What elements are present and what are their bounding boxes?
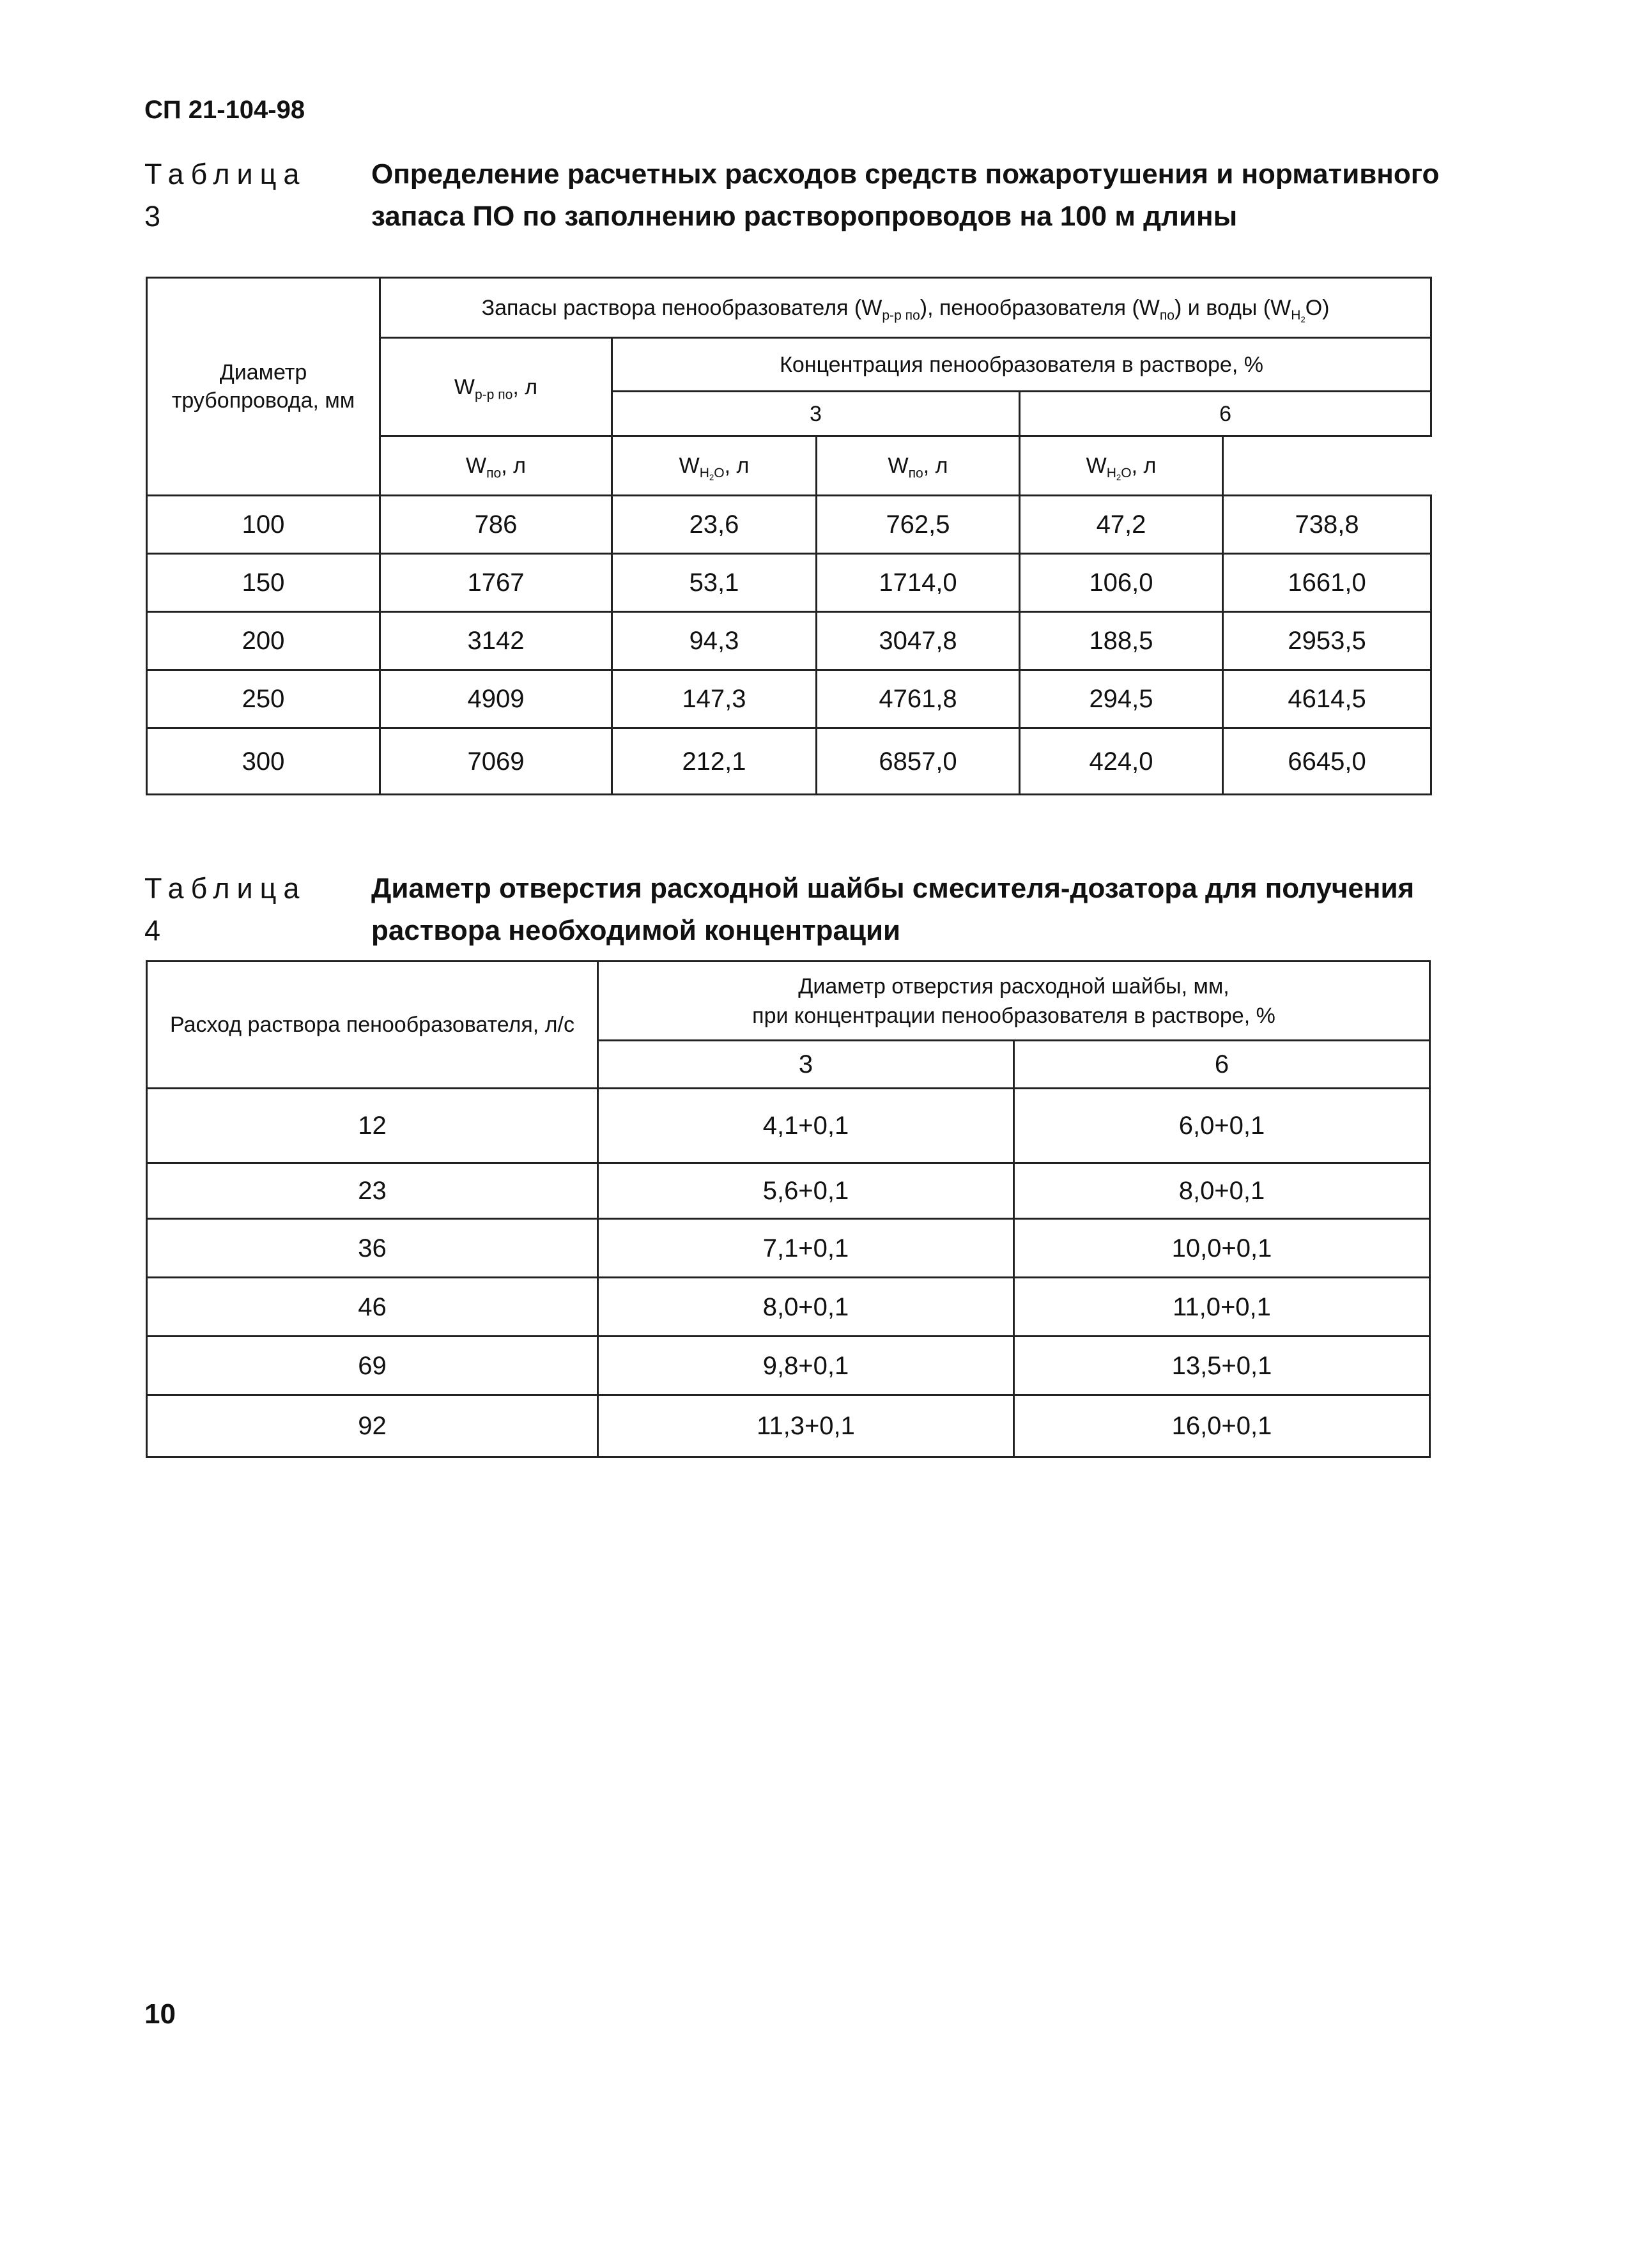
table-cell: 424,0 bbox=[1020, 728, 1223, 795]
table-cell: 147,3 bbox=[612, 670, 817, 728]
table-cell: 12 bbox=[147, 1089, 598, 1163]
table-row bbox=[147, 1089, 1430, 1163]
table3-label: Таблица 3 bbox=[144, 158, 307, 233]
table4-header-flow: Расход раствора пенообразователя, л/с bbox=[147, 962, 598, 1089]
table3-header-concentration: Концентрация пенообразователя в растворе, % bbox=[612, 338, 1431, 392]
table-cell: 46 bbox=[147, 1278, 598, 1337]
table-cell: 3142 bbox=[380, 612, 612, 670]
table-cell: 1714,0 bbox=[817, 554, 1020, 612]
table-cell: 94,3 bbox=[612, 612, 817, 670]
table-cell: 47,2 bbox=[1020, 496, 1223, 554]
table3-header-conc-6: 6 bbox=[1020, 392, 1431, 436]
table-cell: 100 bbox=[147, 496, 380, 554]
table-cell: 13,5+0,1 bbox=[1014, 1337, 1430, 1395]
table3-header-wpo-3: $W_{по}$, л bbox=[380, 436, 612, 496]
table3-header-wpo-6: $W_{по}$, л bbox=[817, 436, 1020, 496]
table-cell: 3047,8 bbox=[817, 612, 1020, 670]
table-cell: 36 bbox=[147, 1219, 598, 1278]
table-cell: 106,0 bbox=[1020, 554, 1223, 612]
table-cell: 188,5 bbox=[1020, 612, 1223, 670]
table-row bbox=[147, 1337, 1430, 1395]
table3-header-wrp: $W_{р-р по}$, л bbox=[380, 338, 612, 436]
table-cell: 23,6 bbox=[612, 496, 817, 554]
table-cell: 7069 bbox=[380, 728, 612, 795]
table-row bbox=[147, 1395, 1430, 1457]
table-cell: 762,5 bbox=[817, 496, 1020, 554]
table-cell: 5,6+0,1 bbox=[598, 1163, 1014, 1219]
table4 bbox=[146, 960, 1431, 1458]
table-cell: 1661,0 bbox=[1223, 554, 1431, 612]
table-cell: 92 bbox=[147, 1395, 598, 1457]
table-cell: 8,0+0,1 bbox=[1014, 1163, 1430, 1219]
table-row bbox=[147, 1278, 1430, 1337]
table-cell: 7,1+0,1 bbox=[598, 1219, 1014, 1278]
table-cell: 200 bbox=[147, 612, 380, 670]
table3 bbox=[146, 277, 1432, 795]
table4-label: Таблица 4 bbox=[144, 872, 307, 947]
table-cell: 6645,0 bbox=[1223, 728, 1431, 795]
table-cell: 786 bbox=[380, 496, 612, 554]
table-cell: 9,8+0,1 bbox=[598, 1337, 1014, 1395]
table-row bbox=[147, 728, 1431, 795]
table-cell: 11,0+0,1 bbox=[1014, 1278, 1430, 1337]
table3-title: Определение расчетных расходов средств пожаротушения и нормативного запаса ПО по заполнению растворопроводов на 100 м длины bbox=[371, 158, 1440, 232]
table-cell: 53,1 bbox=[612, 554, 817, 612]
table3-header-wh2o-6: $W_{H_2O}$, л bbox=[1020, 436, 1223, 496]
table-cell: 8,0+0,1 bbox=[598, 1278, 1014, 1337]
table-cell: 16,0+0,1 bbox=[1014, 1395, 1430, 1457]
table-cell: 294,5 bbox=[1020, 670, 1223, 728]
table-cell: 4761,8 bbox=[817, 670, 1020, 728]
table-row bbox=[147, 554, 1431, 612]
table3-header-stocks: Запасы раствора пенообразователя $(W_{р-р по})$, пенообразователя $(W_{по})$ и воды $(W_{H_2}O)$ bbox=[380, 278, 1431, 338]
table-row bbox=[147, 1163, 1430, 1219]
table-row bbox=[147, 1219, 1430, 1278]
table-cell: 250 bbox=[147, 670, 380, 728]
table-cell: 69 bbox=[147, 1337, 598, 1395]
table3-header-diameter: Диаметр трубопровода, мм bbox=[147, 278, 380, 496]
table-cell: 1767 bbox=[380, 554, 612, 612]
table4-header-conc-6: 6 bbox=[1014, 1041, 1430, 1089]
table-cell: 4,1+0,1 bbox=[598, 1089, 1014, 1163]
document-code: СП 21-104-98 bbox=[144, 96, 305, 124]
table4-header-conc-3: 3 bbox=[598, 1041, 1014, 1089]
table-row bbox=[147, 612, 1431, 670]
table-cell: 738,8 bbox=[1223, 496, 1431, 554]
table-cell: 6857,0 bbox=[817, 728, 1020, 795]
table-cell: 6,0+0,1 bbox=[1014, 1089, 1430, 1163]
table4-title: Диаметр отверстия расходной шайбы смесителя-дозатора для получения раствора необходимой концентрации bbox=[371, 873, 1415, 946]
table-cell: 2953,5 bbox=[1223, 612, 1431, 670]
page-number: 10 bbox=[144, 1998, 176, 2030]
table3-header-wh2o-3: $W_{H_2O}$, л bbox=[612, 436, 817, 496]
table-cell: 4909 bbox=[380, 670, 612, 728]
table4-header-diameter: Диаметр отверстия расходной шайбы, мм, при концентрации пенообразователя в растворе, % bbox=[598, 962, 1430, 1041]
table-cell: 4614,5 bbox=[1223, 670, 1431, 728]
table-cell: 150 bbox=[147, 554, 380, 612]
table3-header-conc-3: 3 bbox=[612, 392, 1020, 436]
table-row bbox=[147, 496, 1431, 554]
table-cell: 300 bbox=[147, 728, 380, 795]
table-row bbox=[147, 670, 1431, 728]
table-cell: 11,3+0,1 bbox=[598, 1395, 1014, 1457]
table-cell: 23 bbox=[147, 1163, 598, 1219]
table-cell: 212,1 bbox=[612, 728, 817, 795]
table-cell: 10,0+0,1 bbox=[1014, 1219, 1430, 1278]
